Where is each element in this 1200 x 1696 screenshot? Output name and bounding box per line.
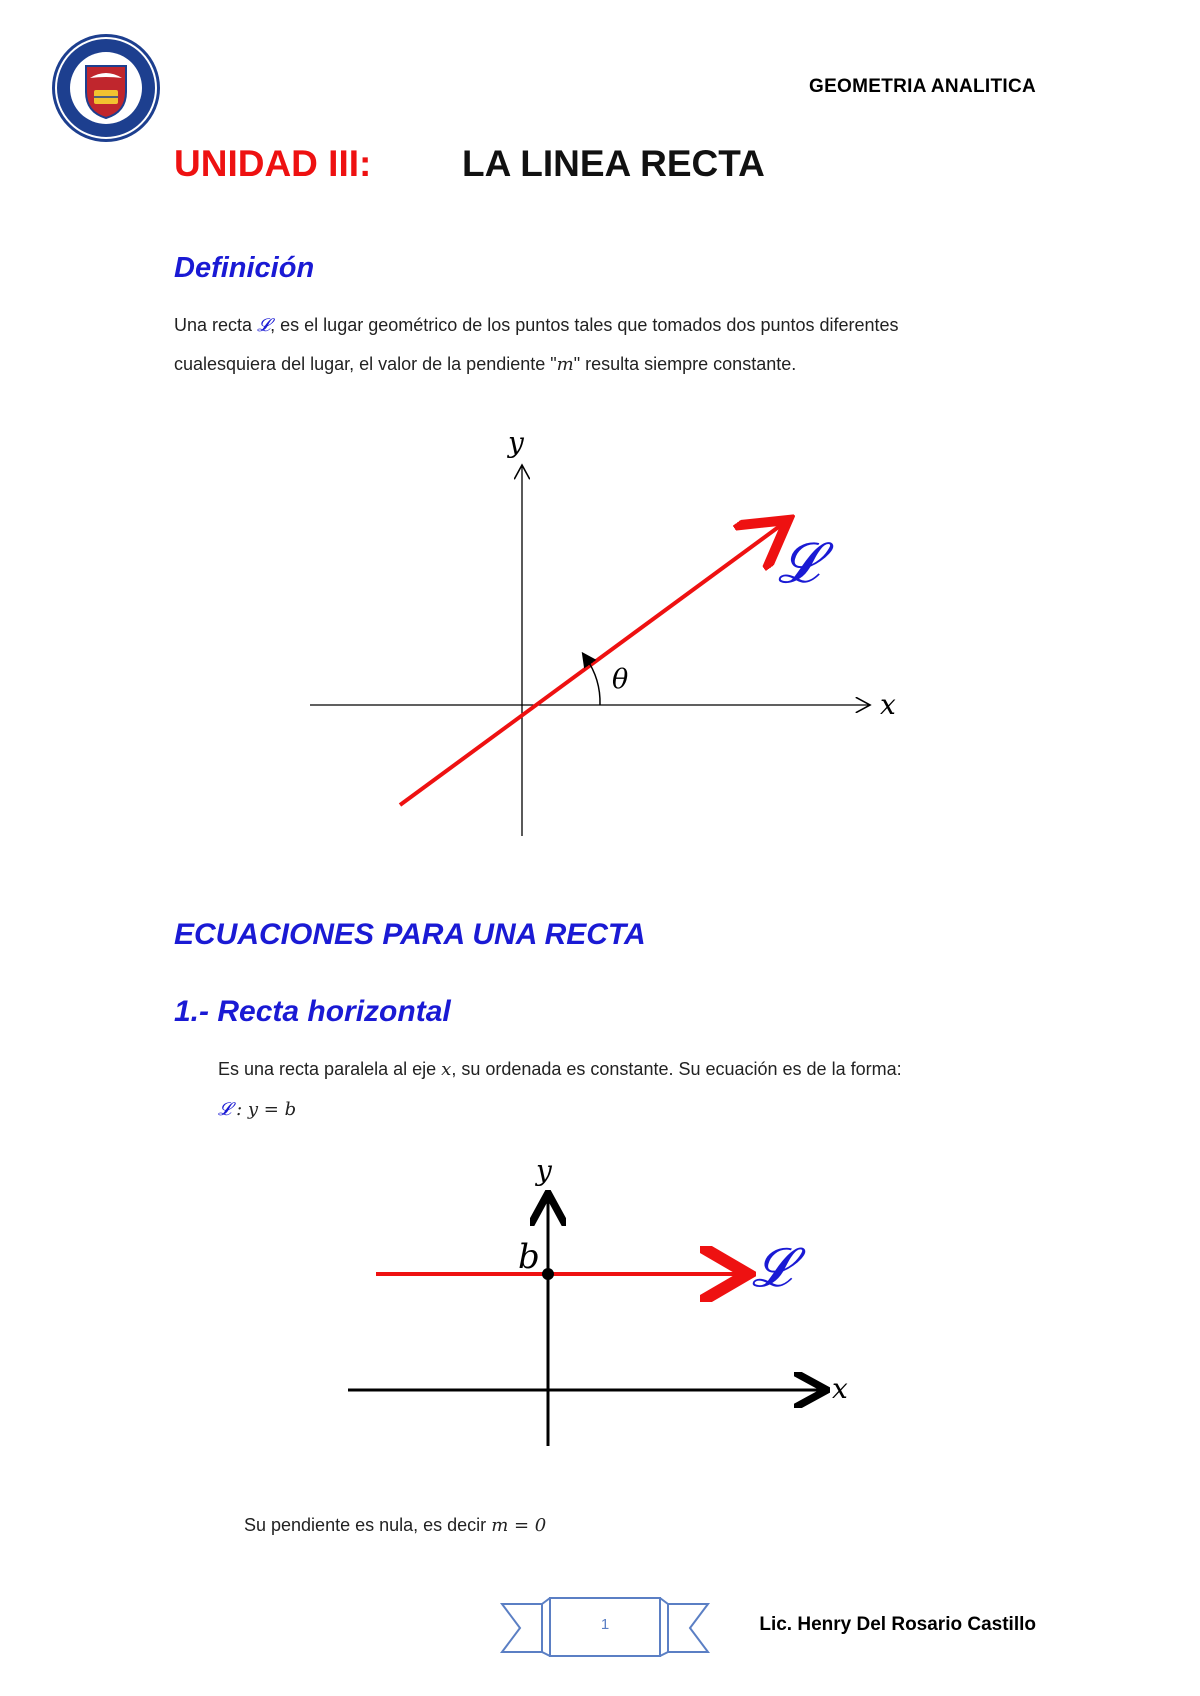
slope-symbol: m (556, 354, 574, 375)
horizontal-line-equation (218, 1090, 296, 1129)
slope-sentence: Su pendiente es nula, es decir m = 0 (244, 1515, 547, 1536)
definition-heading: Definición (174, 252, 315, 284)
definition-line-1: Una recta 𝓛, es el lugar geométrico de los puntos tales que tomados dos puntos diferentes (174, 315, 899, 336)
slope-equation: m = 0 (491, 1515, 547, 1536)
definition-paragraph (174, 306, 1034, 384)
x-axis-label-2: x (832, 1372, 848, 1405)
y-axis-label-2: y (536, 1154, 552, 1187)
unit-label: UNIDAD III: (174, 143, 372, 184)
horizontal-line-heading: 1.- Recta horizontal (174, 995, 451, 1028)
intercept-label: b (518, 1237, 540, 1277)
page-number-badge (500, 1596, 710, 1660)
y-axis-label: y (508, 426, 524, 459)
definition-line-2: cualesquiera del lugar, el valor de la pendiente "m" resulta siempre constante. (174, 354, 797, 375)
intercept-point (542, 1268, 554, 1280)
footer-author: Lic. Henry Del Rosario Castillo (759, 1614, 1036, 1635)
header-title: GEOMETRIA ANALITICA (808, 76, 1036, 97)
line-label: 𝓛 (778, 531, 819, 596)
unit-title: LA LINEA RECTA (462, 143, 765, 184)
university-seal-logo (50, 32, 162, 144)
line-label-2: 𝓛 (752, 1236, 792, 1299)
equation-text: : y = b (236, 1099, 297, 1120)
angle-label: θ (612, 664, 629, 695)
x-axis-symbol: x (441, 1059, 452, 1080)
line-L (400, 520, 788, 805)
page-number: 1 (600, 1616, 610, 1633)
horizontal-line-text: Es una recta paralela al eje x, su ordenada es constante. Su ecuación es de la forma: (218, 1059, 902, 1080)
x-axis-label: x (880, 688, 896, 721)
section-heading: ECUACIONES PARA UNA RECTA (174, 918, 646, 951)
equation-line-symbol: 𝓛 (218, 1099, 232, 1120)
line-symbol: 𝓛 (257, 315, 271, 336)
figure-horizontal-line (340, 1150, 880, 1450)
figure-oblique-line (290, 420, 910, 840)
unit-heading (174, 143, 765, 185)
